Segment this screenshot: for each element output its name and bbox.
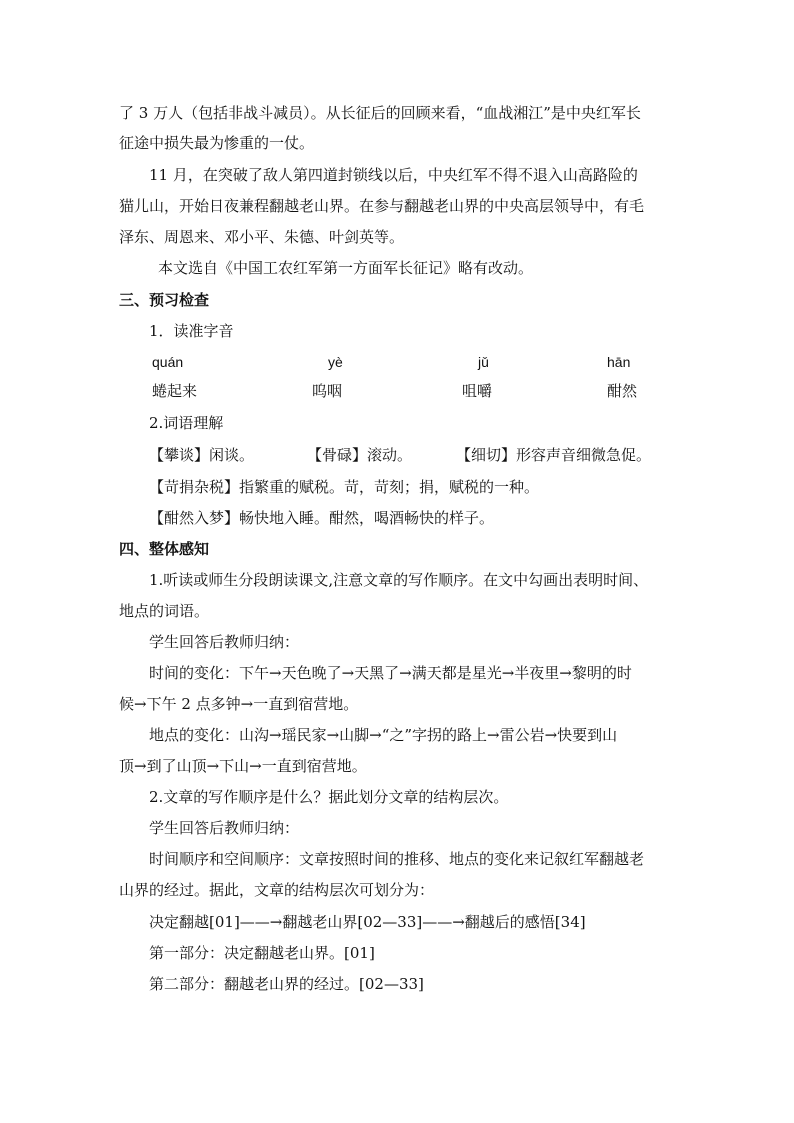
glossary-term: 【酣然入梦】 — [149, 509, 240, 527]
section-heading: 四、整体感知 — [119, 540, 210, 558]
part-line: 第一部分：决定翻越老山界。[01] — [149, 944, 375, 962]
structure-line: 决定翻越[01]——→翻越老山界[02—33]——→翻越后的感悟[34] — [149, 913, 586, 931]
glossary-entry — [149, 477, 539, 497]
pinyin: yè — [328, 354, 343, 370]
pinyin: jǔ — [478, 354, 489, 370]
paragraph-line: 征途中损失最为惨重的一仗。 — [119, 134, 315, 152]
vocab-word: 呜咽 — [312, 382, 343, 400]
glossary-entry — [456, 445, 651, 465]
summary-label: 学生回答后教师归纳： — [149, 819, 300, 837]
glossary-definition: 闲谈。 — [209, 446, 255, 464]
question-heading: 1．读准字音 — [149, 322, 234, 340]
glossary-term: 【骨碌】 — [307, 446, 368, 464]
paragraph-line: 山界的经过。据此，文章的结构层次可划分为： — [119, 881, 435, 899]
glossary-entry — [307, 445, 412, 465]
question-line: 地点的词语。 — [119, 602, 210, 620]
paragraph-line: 地点的变化：山沟→瑶民家→山脚→“之”字拐的路上→雷公岩→快要到山 — [149, 726, 618, 744]
vocab-word: 蜷起来 — [152, 382, 198, 400]
question-line: 2.文章的写作顺序是什么？据此划分文章的结构层次。 — [149, 788, 509, 806]
paragraph-line: 11 月，在突破了敌人第四道封锁线以后，中央红军不得不退入山高路险的 — [149, 166, 638, 184]
glossary-definition: 畅快地入睡。酣然，喝酒畅快的样子。 — [239, 509, 495, 527]
glossary-definition: 形容声音细微急促。 — [516, 446, 652, 464]
summary-label: 学生回答后教师归纳： — [149, 633, 300, 651]
glossary-term: 【细切】 — [456, 446, 517, 464]
question-line: 1.听读或师生分段朗读课文,注意文章的写作顺序。在文中勾画出表明时间、 — [149, 571, 649, 589]
glossary-definition: 指繁重的赋税。苛，苛刻；捐，赋税的一种。 — [239, 478, 540, 496]
vocab-word: 酣然 — [607, 382, 638, 400]
glossary-term: 【攀谈】 — [149, 446, 210, 464]
source-note: 本文选自《中国工农红军第一方面军长征记》略有改动。 — [158, 259, 534, 277]
section-heading: 三、预习检查 — [119, 291, 210, 309]
paragraph-line: 泽东、周恩来、邓小平、朱德、叶剑英等。 — [119, 228, 405, 246]
question-heading: 2.词语理解 — [149, 414, 224, 432]
paragraph-line: 时间顺序和空间顺序：文章按照时间的推移、地点的变化来记叙红军翻越老 — [149, 850, 645, 868]
glossary-term: 【苛捐杂税】 — [149, 478, 240, 496]
pinyin: hān — [607, 354, 631, 370]
paragraph-line: 了 3 万人（包括非战斗减员）。从长征后的回顾来看，“血战湘江”是中央红军长 — [119, 104, 641, 122]
part-line: 第二部分：翻越老山界的经过。[02—33] — [149, 975, 424, 993]
paragraph-line: 猫儿山，开始日夜兼程翻越老山界。在参与翻越老山界的中央高层领导中，有毛 — [119, 197, 645, 215]
glossary-entry — [149, 445, 254, 465]
pinyin: quán — [152, 354, 184, 370]
paragraph-line: 顶→到了山顶→下山→一直到宿营地。 — [119, 757, 367, 775]
vocab-word: 咀嚼 — [462, 382, 493, 400]
glossary-definition: 滚动。 — [367, 446, 413, 464]
paragraph-line: 时间的变化：下午→天色晚了→天黑了→满天都是星光→半夜里→黎明的时 — [149, 664, 632, 682]
paragraph-line: 候→下午 2 点多钟→一直到宿营地。 — [119, 695, 359, 713]
glossary-entry — [149, 508, 494, 528]
